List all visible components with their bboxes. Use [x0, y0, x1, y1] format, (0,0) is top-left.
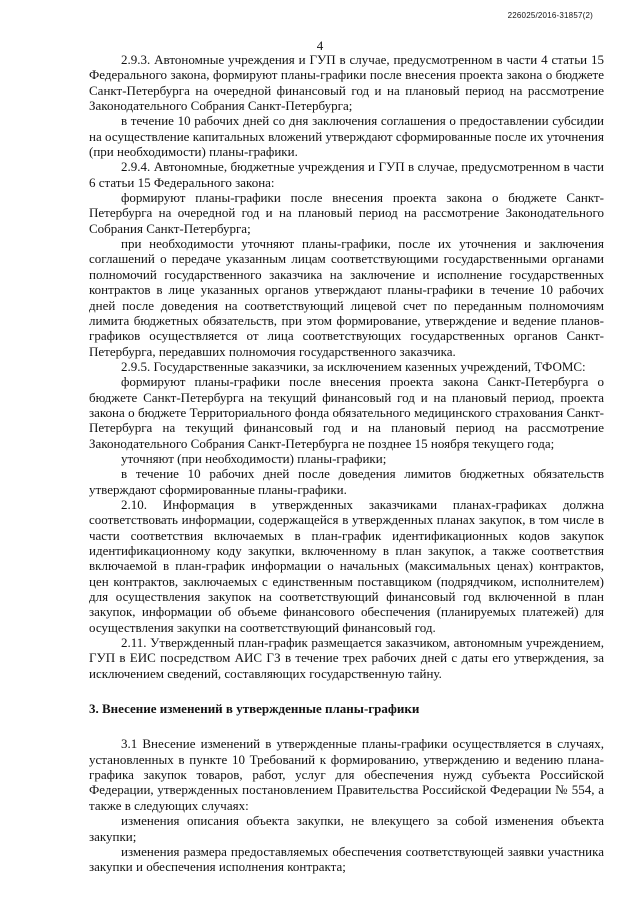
- paragraph-2-10: 2.10. Информация в утвержденных заказчиками планах-графиках должна соответствовать информации, содержащейся в утвержденных планах закупок, в том числе в части соответствия включаемых в план-график идентификационных кодов закупок идентификационному коду закупки, включенному в план закупок, а также соответствия включаемой в план-график информации о начальных (максимальных ценах) контрактов, цен контрактов, заключаемых с единственным поставщиком (подрядчиком, исполнителем) для осуществления закупок на соответствующий финансовый год включенной в план закупок, информации об объеме финансового обеспечения (планируемых платежей) для осуществления закупки на соответствующий финансовый год.: [89, 496, 604, 635]
- paragraph-2-11: 2.11. Утвержденный план-график размещается заказчиком, автономным учреждением, ГУП в ЕИС посредством АИС ГЗ в течение трех рабочих дней с даты его утверждения, за исключением сведений, составляющих государственную тайну.: [89, 635, 604, 681]
- page-number: 4: [316, 38, 324, 53]
- section-heading: 3. Внесение изменений в утвержденные планы-графики: [89, 701, 420, 717]
- paragraph: в течение 10 рабочих дней со дня заключения соглашения о предоставлении субсидии на осуществление капитальных вложений утверждают сформированные после их уточнения (при необходимости) планы-графики.: [89, 113, 604, 160]
- paragraph: изменения описания объекта закупки, не влекущего за собой изменения объекта закупки;: [89, 813, 604, 844]
- paragraph: уточняют (при необходимости) планы-графики;: [121, 450, 387, 466]
- paragraph: формируют планы-графики после внесения проекта закона Санкт-Петербурга о бюджете Санкт-Петербурга на текущий финансовый год и на плановый период, проекта закона о бюджете Территориального фонда обязательного медицинского страхования Санкт-Петербурга на текущий финансовый год и на плановый период на рассмотрение Законодательного Собрания Санкт-Петербурга не позднее 15 ноября текущего года;: [89, 374, 604, 451]
- paragraph: при необходимости уточняют планы-графики, после их уточнения и заключения соглашений о передаче указанным лицам соответствующими государственными органами полномочий государственного заказчика на заключение и исполнение государственных контрактов в лице указанных органов утверждают планы-графики в течение 10 рабочих дней после доведения на соответствующий лицевой счет по переданным полномочиям лимита бюджетных обязательств, при этом формирование, утверждение и ведение планов-графиков осуществляется от лица соответствующих государственных органов Санкт-Петербурга, передавших полномочия государственного заказчика.: [89, 236, 604, 359]
- paragraph-2-9-5: 2.9.5. Государственные заказчики, за исключением казенных учреждений, ТФОМС:: [121, 358, 586, 374]
- paragraph-2-9-4: 2.9.4. Автономные, бюджетные учреждения и ГУП в случае, предусмотренном в части 6 статьи 15 Федерального закона:: [89, 159, 604, 190]
- paragraph: изменения размера предоставляемых обеспечения соответствующей заявки участника закупки и обеспечения исполнения контракта;: [89, 843, 604, 875]
- document-body: [89, 52, 604, 875]
- paragraph-3-1: 3.1 Внесение изменений в утвержденные планы-графики осуществляется в случаях, установленных в пункте 10 Требований к формированию, утверждению и ведению плана-графика закупок товаров, работ, услуг для обеспечения нужд субъекта Российской Федерации, утвержденных постановлением Правительства Российской Федерации № 554, а также в следующих случаях:: [89, 736, 604, 813]
- paragraph: формируют планы-графики после внесения проекта закона о бюджете Санкт-Петербурга на очередной год и на плановый период на рассмотрение Законодательного Собрания Санкт-Петербурга;: [89, 190, 604, 236]
- document-registration-code: 226025/2016-31857(2): [507, 11, 593, 20]
- paragraph-2-9-3: 2.9.3. Автономные учреждения и ГУП в случае, предусмотренном в части 4 статьи 15 Федерального закона, формируют планы-графики после внесения проекта закона о бюджете Санкт-Петербурга на очередной финансовый год и на плановый период на рассмотрение Законодательного Собрания Санкт-Петербурга;: [89, 52, 604, 114]
- paragraph: в течение 10 рабочих дней после доведения лимитов бюджетных обязательств утверждают сформированные планы-графики.: [89, 466, 604, 497]
